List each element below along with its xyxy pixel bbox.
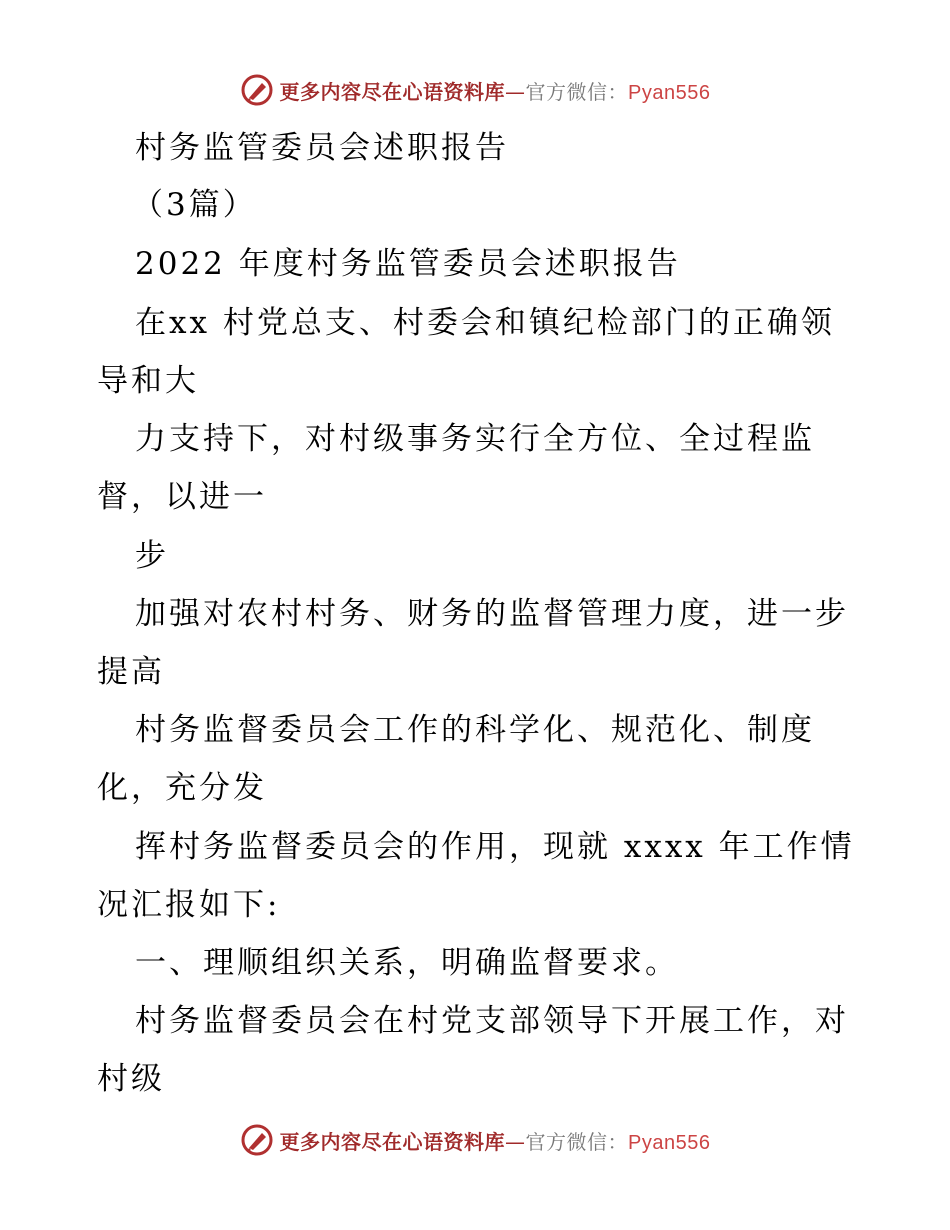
paragraph-line: 化，充分发: [97, 770, 267, 806]
paragraph-line: 况汇报如下:: [97, 887, 281, 923]
footer-watermark: [0, 1120, 950, 1160]
watermark-dash: —: [505, 79, 526, 104]
paragraph-line: 挥村务监督委员会的作用，现就 xxxx 年工作情: [135, 829, 855, 865]
watermark-main-text: 更多内容尽在心语资料库: [279, 1129, 506, 1154]
watermark-main-text: 更多内容尽在心语资料库: [279, 79, 506, 104]
paragraph-line: 导和大: [97, 363, 199, 399]
paragraph-line: 在xx 村党总支、村委会和镇纪检部门的正确领: [135, 305, 835, 341]
paragraph-line: 村务监督委员会工作的科学化、规范化、制度: [135, 712, 815, 748]
watermark-id: Pyan556: [628, 1131, 711, 1154]
document-title: 村务监管委员会述职报告: [135, 130, 509, 166]
pen-logo-icon: [240, 1123, 274, 1157]
paragraph-line: 督，以进一: [97, 479, 267, 515]
section-heading: 一、理顺组织关系，明确监督要求。: [135, 945, 679, 981]
report-heading: 2022 年度村务监管委员会述职报告: [135, 246, 681, 282]
document-subtitle: （3篇）: [132, 187, 257, 223]
paragraph-line: 加强对农村村务、财务的监督管理力度，进一步: [135, 596, 849, 632]
watermark-dash: —: [505, 1129, 526, 1154]
paragraph-line: 村级: [97, 1061, 165, 1097]
watermark-id: Pyan556: [628, 81, 711, 104]
watermark-sub-text: 官方微信：: [525, 79, 629, 104]
paragraph-line: 村务监督委员会在村党支部领导下开展工作，对: [135, 1003, 849, 1039]
paragraph-line: 步: [135, 538, 169, 574]
paragraph-line: 提高: [97, 654, 165, 690]
paragraph-line: 力支持下，对村级事务实行全方位、全过程监: [135, 421, 815, 457]
watermark-sub-text: 官方微信：: [525, 1129, 629, 1154]
